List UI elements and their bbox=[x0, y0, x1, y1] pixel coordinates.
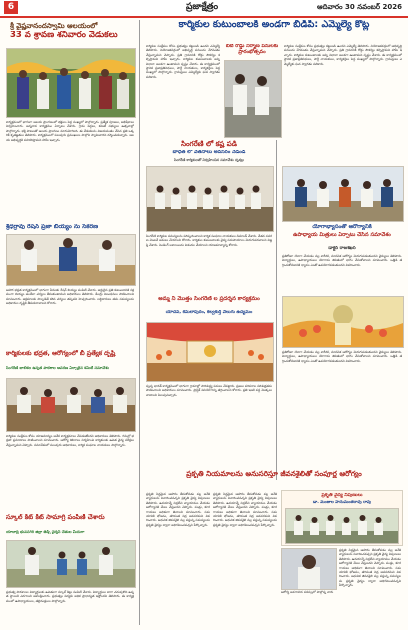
photo-safety-meeting bbox=[6, 378, 136, 432]
article-body: సింగరేణి కార్మికుల సమస్యలను పరిష్కరించాలని కార్మిక సంఘాల నాయకులు డిమాండ్ చేశారు. వేతన సవరణ వెంటనే అమలు చేయాలని కోరారు. కార్మికుల కుటుంబాలకు వైద్య సదుపాయాలు మెరుగుపరచాలని విజ్ఞప్తి చేశారు. పెండింగ్ బకాయిలను విడుదల చేయాలని యాజమాన్యాన్ని కోరారు. bbox=[146, 234, 272, 247]
headline: శ్రీధర్రావు రేషన్ ప్రజా బియ్యం ను సేకరణ bbox=[6, 224, 99, 230]
issue-date: ఆదివారం 30 నవంబర్ 2026 bbox=[317, 3, 402, 11]
article-body-col2: కార్మికుల సంక్షేమం కోసం ప్రభుత్వం కట్టుబడి ఉందని ఎమ్మెల్యే తెలిపారు. నియోజకవర్గంలో అభివృద్ధి పనులను వేగవంతం చేస్తున్నామని చెప్పారు. ప్రతి గ్రామానికి రోడ్డు సౌకర్యం కల్పిస్తామని హామీ ఇచ్చారు. కార్మికుల కుటుంబాలకు అన్ని విధాలా అండగా ఉంటామని స్పష్టం చేశారు. ఈ కార్యక్రమంలో స్థానిక ప్రజాప్రతినిధులు, పార్టీ నాయకులు, కార్యకర్తలు పెద్ద సంఖ్యలో పాల్గొన్నారు. గ్రామస్తులు ఎమ్మెల్యేకు ఘన స్వాగతం పలికారు. bbox=[284, 44, 402, 66]
inset-headline: బీటీ రోడ్డు నిర్మాణ పనులకు ప్రారంభోత్సవం bbox=[225, 44, 279, 55]
headline: శ్రీ వైష్ణవానందస్వామి ఆలయంలో bbox=[10, 22, 98, 30]
article-body-col3: ప్రకృతి సిద్ధమైన ఆహారం తీసుకోవడం వల్ల అనేక వ్యాధులను నివారించవచ్చని ప్రకృతి వైద్య నిపుణులు తెలిపారు. ఉదయాన్నే నిద్రలేచి వ్యాయామం చేయడం ఆరోగ్యానికి మేలు చేస్తుందని చెప్పారు. పండ్లు, కూరగాయలు అధికంగా తినాలని సూచించారు. సమయానికి భోజనం, తగినంత నిద్ర అవసరమని వివరించారు. ఆధునిక జీవనశైలి వల్ల వస్తున్న సమస్యలను ప్రకృతి వైద్యం ద్వారా అధిగమించవచ్చని పేర్కొన్నారు. bbox=[339, 548, 401, 588]
photo-ration-meeting bbox=[6, 234, 136, 286]
article-body-col1: ప్రకృతి సిద్ధమైన ఆహారం తీసుకోవడం వల్ల అనేక వ్యాధులను నివారించవచ్చని ప్రకృతి వైద్య నిపుణులు తెలిపారు. ఉదయాన్నే నిద్రలేచి వ్యాయామం చేయడం ఆరోగ్యానికి మేలు చేస్తుందని చెప్పారు. పండ్లు, కూరగాయలు అధికంగా తినాలని సూచించారు. సమయానికి భోజనం, తగినంత నిద్ర అవసరమని వివరించారు. ఆధునిక జీవనశైలి వల్ల వస్తున్న సమస్యలను ప్రకృతి వైద్యం ద్వారా అధిగమించవచ్చని పేర్కొన్నారు. bbox=[146, 492, 210, 527]
subhead: యాదవ, కమలాపురం, కల్వకుర్తి వెలుగు ఉద్యమం bbox=[165, 310, 253, 315]
sidebar-name: డా. మంజుల హనుమంతరావు రావు bbox=[312, 500, 372, 504]
sidebar-title: ప్రకృతి వైద్య నిపుణులు bbox=[321, 493, 363, 498]
column-rule-left bbox=[139, 20, 140, 625]
page-number: 6 bbox=[4, 1, 18, 14]
article-body-continued: ప్రతిరోజూ యోగా చేయడం వల్ల శారీరక, మానసిక ఆరోగ్యం మెరుగుపడుతుందని వైద్యులు తెలిపారు. విద్యార్థులు, ఉపాధ్యాయులు యోగాను జీవితంలో భాగం చేసుకోవాలని సూచించారు. ఒత్తిడి తగ్గించుకోవడానికి ధ్యానం ఎంతో ఉపయోగపడుతుందని వివరించారు. bbox=[282, 350, 402, 363]
article-body: ప్రతిరోజూ యోగా చేయడం వల్ల శారీరక, మానసిక ఆరోగ్యం మెరుగుపడుతుందని వైద్యులు తెలిపారు. విద్యార్థులు, ఉపాధ్యాయులు యోగాను జీవితంలో భాగం చేసుకోవాలని సూచించారు. ఒత్తిడి తగ్గించుకోవడానికి ధ్యానం ఎంతో ఉపయోగపడుతుందని వివరించారు. bbox=[282, 254, 402, 267]
photo-award-group bbox=[285, 508, 399, 544]
photo-school-kit bbox=[6, 540, 136, 588]
photo-stage-event bbox=[146, 322, 274, 382]
headline: కార్మికుల కుటుంబాలకి అండగా బీడీపీ: ఎమ్మెల్యే కొట్ల bbox=[178, 20, 370, 30]
subhead: సింగరేణి బాలికల ఉన్నత పాఠశాల ఆవరణ ఏర్పాటైన కమిటీ సమావేశం bbox=[6, 366, 110, 370]
expert-sidebar bbox=[281, 490, 403, 546]
article-body-col2: ప్రకృతి సిద్ధమైన ఆహారం తీసుకోవడం వల్ల అనేక వ్యాధులను నివారించవచ్చని ప్రకృతి వైద్య నిపుణులు తెలిపారు. ఉదయాన్నే నిద్రలేచి వ్యాయామం చేయడం ఆరోగ్యానికి మేలు చేస్తుందని చెప్పారు. పండ్లు, కూరగాయలు అధికంగా తినాలని సూచించారు. సమయానికి భోజనం, తగినంత నిద్ర అవసరమని వివరించారు. ఆధునిక జీవనశైలి వల్ల వస్తున్న సమస్యలను ప్రకృతి వైద్యం ద్వారా అధిగమించవచ్చని పేర్కొన్నారు. bbox=[213, 492, 277, 527]
photo-temple-ceremony bbox=[6, 48, 136, 118]
article-body: కార్మికుల సంక్షేమం కోసం యాజమాన్యం అనేక కార్యక్రమాలు చేపడుతోందని అధికారులు తెలిపారు. గనుల్లో భద్రతా ప్రమాణాలు పాటించాలని సూచించారు. ఆరోగ్య శిబిరాలు నిర్వహించి కార్మికులకు ఉచిత వైద్య పరీక్షలు చేస్తున్నామని చెప్పారు. సమావేశంలో పలువురు అధికారులు, కార్మిక సంఘాల నాయకులు పాల్గొన్నారు. bbox=[6, 434, 134, 447]
headline: స్కూల్ కిట్ కిట్ సామాగ్రి పంపిణీ చేశారు bbox=[6, 514, 105, 521]
photo-yoga-session bbox=[282, 166, 404, 222]
column-rule-right bbox=[276, 140, 277, 480]
article-body: ప్రభుత్వ పాఠశాలల విద్యార్థులకు ఉచితంగా స్కూల్ కిట్లు పంపిణీ చేశారు. విద్యార్థులు బాగా చదువుకొని ఉన్నత స్థాయికి ఎదగాలని ఆకాంక్షించారు. ప్రభుత్వం విద్యకు అధిక ప్రాధాన్యత ఇస్తోందని తెలిపారు. ఈ కార్యక్రమంలో ఉపాధ్యాయులు, తల్లిదండ్రులు పాల్గొన్నారు. bbox=[6, 590, 134, 603]
photo-caption: ఆరోగ్య అవగాహన సదస్సులో పాల్గొన్న వారు bbox=[281, 590, 334, 594]
paper-name: ప్రజాక్షేత్రం bbox=[186, 2, 219, 12]
headline: యోగాభ్యాసంతో ఆరోగ్యానికి bbox=[312, 224, 372, 230]
article-body: కార్యక్రమంలో భాగంగా ఆలయ ప్రాంగణంలో భక్తులు పెద్ద సంఖ్యలో పాల్గొన్నారు. ప్రత్యేక పూజలు, అభిషేకాలు నిర్వహించారు. అన్నదాన కార్యక్రమం ఏర్పాటు చేశారు. గ్రామ పెద్దలు, కమిటీ సభ్యులు ఉత్సవాల్లో పాల్గొన్నారు. భక్తి పాటలతో ఆలయ ప్రాంగణం మారుమోగింది. ఈ వేడుకలను విజయవంతం చేసిన ప్రతి ఒక్కరికీ కృతజ్ఞతలు తెలిపారు. కార్యక్రమంలో పలువురు ప్రముఖులు పాల్గొని స్వామివారిని దర్శించుకున్నారు. ఆలయ అభివృద్ధికి సహకరిస్తామని హామీ ఇచ్చారు. bbox=[6, 120, 134, 142]
subhead: ఉపాధ్యాయ మిత్రులు ఏర్పాటు చేసిన సమావేశం bbox=[293, 232, 391, 238]
article-body: స్వచ్ఛ భారత్ కార్యక్రమంలో భాగంగా గ్రామాల్లో పారిశుద్ధ్య పనులు చేపట్టారు. ప్రజలు పరిసరాల పరిశుభ్రతను పాటించాలని అధికారులు సూచించారు. ప్లాస్టిక్ వినియోగాన్ని తగ్గించాలని కోరారు. ప్రతి ఇంటి వద్ద మొక్కలు నాటాలని పిలుపునిచ్చారు. bbox=[146, 384, 272, 397]
subhead: బాధిత లో వేతనాలు అవసరం నేడండి bbox=[172, 150, 246, 155]
photo-mla-event bbox=[224, 60, 282, 138]
headline: అమ్మ నీ మొత్తం సింగరేణి ల ప్రదర్శన కార్యక్రమం bbox=[158, 296, 260, 302]
photo-speaker-portrait bbox=[281, 548, 337, 590]
byline: డాక్టర్ రాజశేఖర్ bbox=[328, 246, 356, 251]
headline: ప్రకృతి నియమాలను అనుసరిస్తూ జీవనశైలితో సంపూర్ణ ఆరోగ్యం bbox=[186, 470, 362, 478]
subhead: యాదాద్రి భువనగిరి జిల్లా జెడ్పీ ఛైర్మన్ చేతుల మీదుగా bbox=[6, 530, 85, 534]
caption: సింగరేణి కార్మికులతో నిర్వహించిన సమావేశం దృశ్యం bbox=[174, 158, 244, 162]
photo-flower-garland-idol bbox=[282, 296, 404, 348]
photo-singareni-hall bbox=[146, 166, 274, 232]
headline: కార్మికులకు భద్రత, ఆరోగ్యంలో బీ ప్రత్యేక దృష్టి bbox=[6, 350, 116, 357]
headline: సింగరేణి లో కష్ట పడి bbox=[181, 140, 237, 148]
article-body: ఆహార భద్రత కార్యక్రమంలో భాగంగా పేదలకు రేషన్ బియ్యం పంపిణీ చేశారు. అర్హులైన ప్రతి కుటుంబానికి సక్రమంగా బియ్యం అందేలా చర్యలు తీసుకుంటామని అధికారులు తెలిపారు. డీలర్లు నిబంధనలు పాటించాలని సూచించారు. అక్రమాలకు పాల్పడితే కఠిన చర్యలు తప్పవని హెచ్చరించారు. లబ్ధిదారులు తమ సమస్యలను అధికారుల దృష్టికి తీసుకురావాలని కోరారు. bbox=[6, 288, 134, 306]
subhead: 33 వ శ్రావణ శనివారం వేడుకలు bbox=[10, 31, 118, 40]
article-body-col1: కార్మికుల సంక్షేమం కోసం ప్రభుత్వం కట్టుబడి ఉందని ఎమ్మెల్యే తెలిపారు. నియోజకవర్గంలో అభివృద్ధి పనులను వేగవంతం చేస్తున్నామని చెప్పారు. ప్రతి గ్రామానికి రోడ్డు సౌకర్యం కల్పిస్తామని హామీ ఇచ్చారు. కార్మికుల కుటుంబాలకు అన్ని విధాలా అండగా ఉంటామని స్పష్టం చేశారు. ఈ కార్యక్రమంలో స్థానిక ప్రజాప్రతినిధులు, పార్టీ నాయకులు, కార్యకర్తలు పెద్ద సంఖ్యలో పాల్గొన్నారు. గ్రామస్తులు ఎమ్మెల్యేకు ఘన స్వాగతం పలికారు. bbox=[146, 44, 220, 79]
masthead bbox=[0, 0, 408, 18]
